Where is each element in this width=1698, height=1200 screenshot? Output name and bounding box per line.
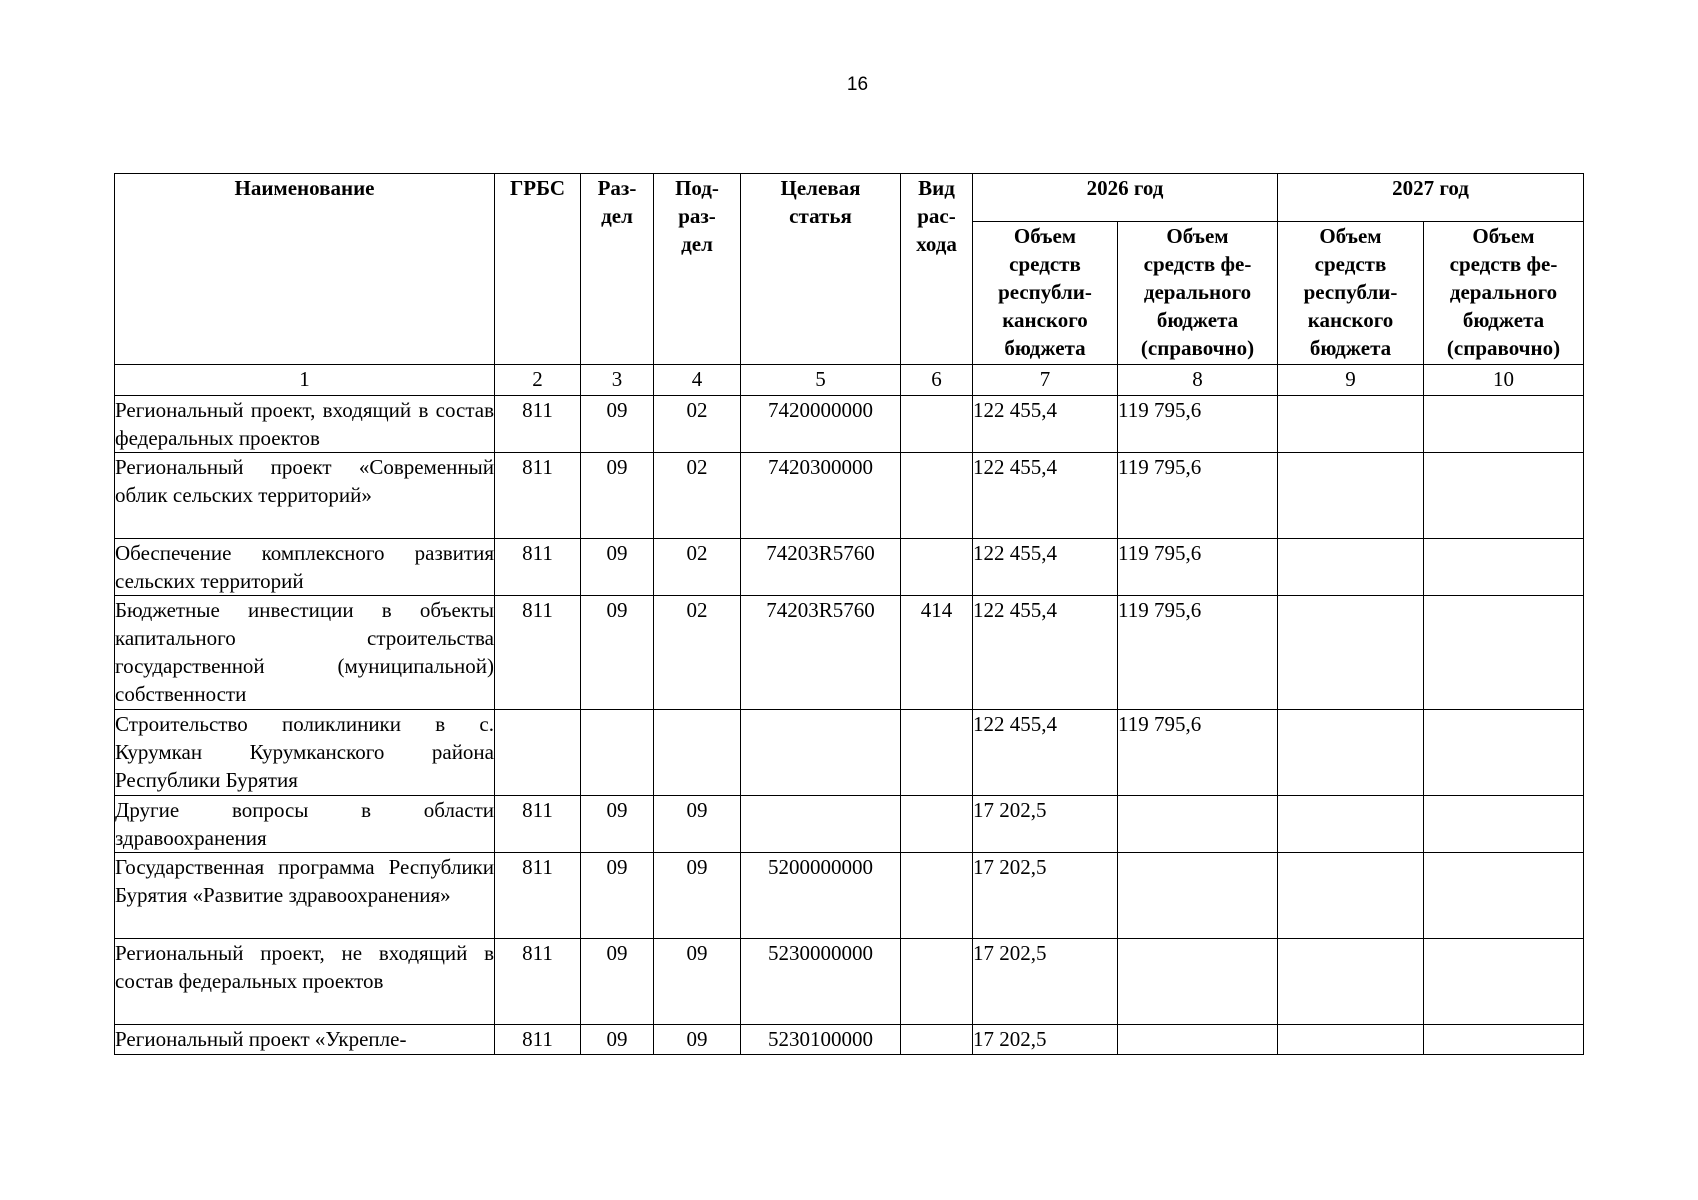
row-republic-2026: 122 455,4 <box>973 539 1118 596</box>
row-tselevaya-statya: 5230100000 <box>741 1025 901 1055</box>
row-podrazdel: 09 <box>654 853 741 939</box>
row-grbs <box>495 710 581 796</box>
row-republic-2026: 17 202,5 <box>973 796 1118 853</box>
header-2027-republic: Объем средств республи- канского бюджета <box>1278 222 1424 365</box>
header-razdel: Раз- дел <box>581 174 654 365</box>
column-number: 5 <box>741 365 901 396</box>
row-republic-2026: 122 455,4 <box>973 453 1118 539</box>
row-vid-raskhoda <box>901 710 973 796</box>
row-federal-2027 <box>1424 939 1584 1025</box>
column-number: 3 <box>581 365 654 396</box>
row-federal-2027 <box>1424 596 1584 710</box>
row-podrazdel: 02 <box>654 396 741 453</box>
row-grbs: 811 <box>495 539 581 596</box>
row-razdel: 09 <box>581 396 654 453</box>
row-name: Государственная программа Республики Бурятия «Развитие здравоохранения» <box>115 853 495 939</box>
row-republic-2026: 122 455,4 <box>973 710 1118 796</box>
row-federal-2027 <box>1424 539 1584 596</box>
row-vid-raskhoda <box>901 453 973 539</box>
row-grbs: 811 <box>495 853 581 939</box>
column-number: 2 <box>495 365 581 396</box>
row-grbs: 811 <box>495 396 581 453</box>
table-row <box>115 596 1584 710</box>
row-vid-raskhoda <box>901 939 973 1025</box>
row-republic-2026: 17 202,5 <box>973 853 1118 939</box>
table-row <box>115 396 1584 453</box>
table-row <box>115 796 1584 853</box>
row-republic-2027 <box>1278 796 1424 853</box>
table-row <box>115 453 1584 539</box>
row-razdel: 09 <box>581 939 654 1025</box>
row-vid-raskhoda <box>901 1025 973 1055</box>
row-grbs: 811 <box>495 1025 581 1055</box>
header-vid-raskhoda: Вид рас- хода <box>901 174 973 365</box>
row-name: Региональный проект «Современный облик сельских территорий» <box>115 453 495 539</box>
row-federal-2027 <box>1424 796 1584 853</box>
row-grbs: 811 <box>495 796 581 853</box>
row-federal-2026 <box>1118 939 1278 1025</box>
row-federal-2026 <box>1118 1025 1278 1055</box>
row-tselevaya-statya: 7420000000 <box>741 396 901 453</box>
row-razdel: 09 <box>581 539 654 596</box>
row-razdel: 09 <box>581 453 654 539</box>
row-name: Региональный проект, не входящий в состав федеральных проектов <box>115 939 495 1025</box>
header-year-2026: 2026 год <box>973 174 1278 222</box>
row-federal-2026: 119 795,6 <box>1118 453 1278 539</box>
header-2026-federal: Объем средств фе- дерального бюджета (справочно) <box>1118 222 1278 365</box>
row-federal-2027 <box>1424 710 1584 796</box>
row-vid-raskhoda <box>901 853 973 939</box>
row-federal-2026 <box>1118 853 1278 939</box>
row-vid-raskhoda <box>901 796 973 853</box>
row-vid-raskhoda <box>901 539 973 596</box>
row-podrazdel <box>654 710 741 796</box>
column-number: 1 <box>115 365 495 396</box>
row-federal-2026: 119 795,6 <box>1118 539 1278 596</box>
row-federal-2027 <box>1424 396 1584 453</box>
row-razdel: 09 <box>581 853 654 939</box>
header-podrazdel: Под- раз- дел <box>654 174 741 365</box>
row-podrazdel: 02 <box>654 453 741 539</box>
row-federal-2027 <box>1424 453 1584 539</box>
row-tselevaya-statya <box>741 796 901 853</box>
column-number: 7 <box>973 365 1118 396</box>
row-podrazdel: 09 <box>654 939 741 1025</box>
row-republic-2027 <box>1278 710 1424 796</box>
table-row <box>115 853 1584 939</box>
row-republic-2026: 122 455,4 <box>973 396 1118 453</box>
row-name: Региональный проект, входящий в состав федеральных проектов <box>115 396 495 453</box>
row-republic-2027 <box>1278 453 1424 539</box>
row-federal-2026: 119 795,6 <box>1118 596 1278 710</box>
table-row <box>115 939 1584 1025</box>
row-vid-raskhoda: 414 <box>901 596 973 710</box>
row-republic-2027 <box>1278 853 1424 939</box>
table-row <box>115 1025 1584 1055</box>
row-republic-2026: 17 202,5 <box>973 1025 1118 1055</box>
row-name: Строительство поликлиники в с. Курумкан Курумканского района Республики Бурятия <box>115 710 495 796</box>
column-number: 8 <box>1118 365 1278 396</box>
column-number: 4 <box>654 365 741 396</box>
row-republic-2027 <box>1278 939 1424 1025</box>
page-number: 16 <box>846 74 869 95</box>
row-name: Региональный проект «Укрепле- <box>115 1025 495 1055</box>
row-podrazdel: 09 <box>654 1025 741 1055</box>
row-tselevaya-statya <box>741 710 901 796</box>
column-number: 10 <box>1424 365 1584 396</box>
row-federal-2026: 119 795,6 <box>1118 396 1278 453</box>
row-republic-2027 <box>1278 1025 1424 1055</box>
header-year-2027: 2027 год <box>1278 174 1584 222</box>
row-tselevaya-statya: 5200000000 <box>741 853 901 939</box>
row-republic-2027 <box>1278 596 1424 710</box>
row-tselevaya-statya: 74203R5760 <box>741 596 901 710</box>
row-razdel: 09 <box>581 796 654 853</box>
column-number: 9 <box>1278 365 1424 396</box>
table-row <box>115 710 1584 796</box>
row-podrazdel: 02 <box>654 596 741 710</box>
row-razdel: 09 <box>581 596 654 710</box>
row-federal-2027 <box>1424 1025 1584 1055</box>
header-grbs: ГРБС <box>495 174 581 365</box>
row-republic-2026: 122 455,4 <box>973 596 1118 710</box>
row-name: Другие вопросы в области здравоохранения <box>115 796 495 853</box>
budget-table <box>114 173 1584 1055</box>
row-republic-2026: 17 202,5 <box>973 939 1118 1025</box>
row-tselevaya-statya: 5230000000 <box>741 939 901 1025</box>
row-razdel <box>581 710 654 796</box>
row-podrazdel: 02 <box>654 539 741 596</box>
row-grbs: 811 <box>495 453 581 539</box>
header-2026-republic: Объем средств республи- канского бюджета <box>973 222 1118 365</box>
row-federal-2026: 119 795,6 <box>1118 710 1278 796</box>
row-podrazdel: 09 <box>654 796 741 853</box>
row-razdel: 09 <box>581 1025 654 1055</box>
row-tselevaya-statya: 74203R5760 <box>741 539 901 596</box>
row-republic-2027 <box>1278 539 1424 596</box>
row-grbs: 811 <box>495 596 581 710</box>
row-name: Бюджетные инвестиции в объекты капитального строительства государственной (муниципальной) собственности <box>115 596 495 710</box>
header-2027-federal: Объем средств фе- дерального бюджета (справочно) <box>1424 222 1584 365</box>
row-grbs: 811 <box>495 939 581 1025</box>
row-federal-2026 <box>1118 796 1278 853</box>
row-name: Обеспечение комплексного развития сельских территорий <box>115 539 495 596</box>
header-tselevaya-statya: Целевая статья <box>741 174 901 365</box>
row-federal-2027 <box>1424 853 1584 939</box>
row-tselevaya-statya: 7420300000 <box>741 453 901 539</box>
row-vid-raskhoda <box>901 396 973 453</box>
table-row <box>115 539 1584 596</box>
row-republic-2027 <box>1278 396 1424 453</box>
header-name: Наименование <box>115 174 495 365</box>
column-number: 6 <box>901 365 973 396</box>
